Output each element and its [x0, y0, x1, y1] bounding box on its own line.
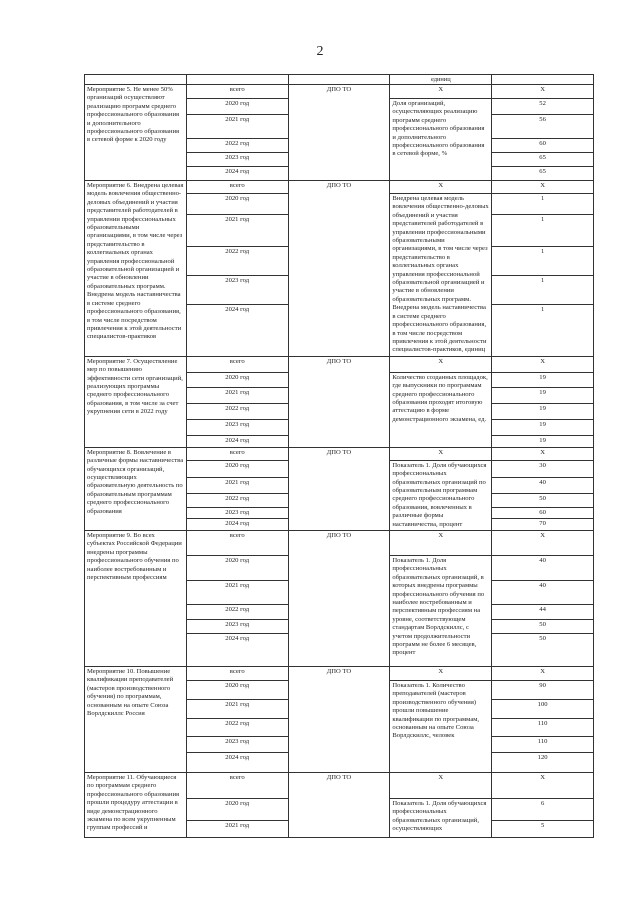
value-cell: 40: [492, 555, 594, 580]
value-cell: Х: [492, 666, 594, 680]
value-cell: 50: [492, 633, 594, 666]
activities-table: [84, 74, 594, 838]
year-cell: 2021 год: [186, 478, 288, 494]
indicator-description: Количество созданных площадок, где выпускники по программам среднего профессионального образования проходят итоговую аттестацию в форме демонстрационного экзамена, ед.: [390, 372, 492, 447]
year-cell: 2021 год: [186, 115, 288, 139]
indicator-header-cell: Х: [390, 530, 492, 555]
value-cell: Х: [492, 181, 594, 194]
year-cell: 2023 год: [186, 507, 288, 519]
continuation-text: единиц: [390, 75, 492, 85]
value-cell: Х: [492, 85, 594, 99]
value-cell: 19: [492, 372, 594, 387]
year-cell: всего: [186, 666, 288, 680]
value-cell: 110: [492, 736, 594, 752]
indicator-description: Доля организаций, осуществляющих реализацию программ среднего профессионального образования и дополнительного профессионального образования в сетевой форме, %: [390, 99, 492, 181]
year-cell: 2022 год: [186, 246, 288, 275]
value-cell: 60: [492, 507, 594, 519]
value-cell: Х: [492, 772, 594, 798]
indicator-description: Показатель 1. Доля обучающихся профессиональных образовательных организаций по образовательным программам среднего профессионального образования, вовлеченных в различные формы наставничества, процент: [390, 460, 492, 530]
indicator-header-cell: Х: [390, 666, 492, 680]
year-cell: 2020 год: [186, 680, 288, 699]
executor-cell: ДПО ТО: [288, 356, 390, 447]
empty-cell: [186, 75, 288, 85]
table-row: [85, 530, 594, 555]
empty-cell: [288, 75, 390, 85]
year-cell: 2021 год: [186, 387, 288, 403]
value-cell: 52: [492, 99, 594, 115]
executor-cell: ДПО ТО: [288, 181, 390, 357]
continuation-row: [85, 75, 594, 85]
value-cell: 19: [492, 435, 594, 447]
year-cell: 2022 год: [186, 494, 288, 507]
year-cell: 2022 год: [186, 718, 288, 736]
executor-cell: ДПО ТО: [288, 85, 390, 181]
value-cell: 1: [492, 214, 594, 246]
value-cell: 70: [492, 519, 594, 531]
indicator-header-cell: Х: [390, 85, 492, 99]
value-cell: 19: [492, 403, 594, 419]
value-cell: 65: [492, 153, 594, 167]
year-cell: 2023 год: [186, 419, 288, 435]
activity-description: Мероприятие 11. Обучающиеся по программам среднего профессионального образования прошли процедуру аттестации в виде демонстрационного экзамена по всем укрупненным группам профессий и: [85, 772, 187, 837]
activity-description: Мероприятие 8. Вовлечение в различные формы наставничества обучающихся организаций, осуществляющих образовательную деятельность по образовательным программам среднего профессионального образования: [85, 447, 187, 530]
value-cell: 44: [492, 604, 594, 619]
activity-description: Мероприятие 6. Внедрена целевая модель вовлечения общественно-деловых объединений и участия представителей работодателей в управлении профессиональных образовательными организациями, в том числе через представительство в коллегиальных органах управления профессиональной образовательной организацией и участие в обновлении образовательных программ. Внедрена модель наставничества в системе среднего профессионального образования, в том числе посредством привлечения к этой деятельности специалистов-практиков: [85, 181, 187, 357]
year-cell: 2020 год: [186, 798, 288, 820]
year-cell: всего: [186, 181, 288, 194]
indicator-header-cell: Х: [390, 356, 492, 372]
year-cell: всего: [186, 772, 288, 798]
page-number: 2: [316, 44, 324, 59]
value-cell: 56: [492, 115, 594, 139]
year-cell: 2020 год: [186, 555, 288, 580]
activity-description: Мероприятие 9. Во всех субъектах Российской Федерации внедрены программы профессионального обучения по наиболее востребованным и перспективным профессиям: [85, 530, 187, 666]
indicator-description: Показатель 1. Количество преподавателей (мастеров производственного обучения) прошли повышение квалификации по программам, основанным на опыте Союза Ворлдскиллс, человек: [390, 680, 492, 772]
year-cell: 2022 год: [186, 403, 288, 419]
value-cell: 5: [492, 820, 594, 837]
value-cell: 120: [492, 752, 594, 772]
year-cell: 2020 год: [186, 460, 288, 477]
year-cell: 2021 год: [186, 699, 288, 718]
table-row: [85, 181, 594, 194]
indicator-header-cell: Х: [390, 181, 492, 194]
value-cell: 50: [492, 619, 594, 633]
value-cell: 60: [492, 139, 594, 153]
table-row: [85, 666, 594, 680]
year-cell: 2024 год: [186, 633, 288, 666]
year-cell: 2020 год: [186, 99, 288, 115]
indicator-header-cell: Х: [390, 772, 492, 798]
value-cell: 40: [492, 478, 594, 494]
table-row: [85, 447, 594, 460]
activity-description: Мероприятие 7. Осуществление мер по повышению эффективности сети организаций, реализующих программы среднего профессионального образования, в том числе за счет укрупнения сети в 2022 году: [85, 356, 187, 447]
year-cell: 2023 год: [186, 736, 288, 752]
table-row: [85, 85, 594, 99]
empty-cell: [492, 75, 594, 85]
year-cell: 2021 год: [186, 580, 288, 604]
value-cell: Х: [492, 530, 594, 555]
executor-cell: ДПО ТО: [288, 447, 390, 530]
value-cell: 6: [492, 798, 594, 820]
value-cell: Х: [492, 356, 594, 372]
year-cell: 2022 год: [186, 604, 288, 619]
year-cell: 2020 год: [186, 372, 288, 387]
year-cell: 2024 год: [186, 519, 288, 531]
value-cell: 1: [492, 275, 594, 304]
value-cell: 110: [492, 718, 594, 736]
year-cell: 2023 год: [186, 619, 288, 633]
value-cell: 1: [492, 246, 594, 275]
year-cell: 2022 год: [186, 139, 288, 153]
value-cell: 100: [492, 699, 594, 718]
value-cell: 1: [492, 305, 594, 356]
value-cell: 65: [492, 167, 594, 181]
year-cell: 2024 год: [186, 435, 288, 447]
year-cell: всего: [186, 85, 288, 99]
executor-cell: ДПО ТО: [288, 666, 390, 772]
empty-cell: [85, 75, 187, 85]
year-cell: 2024 год: [186, 752, 288, 772]
indicator-description: Внедрена целевая модель вовлечения общественно-деловых объединений и участия представителей работодателей в управлении профессиональными образовательными организациями, в том числе через представительство в коллегиальных органах управления профессиональной образовательной организацией и участие в обновлении образовательных программ. Внедрена модель наставничества в системе среднего профессионального образования, в том числе посредством привлечения к этой деятельности специалистов-практиков, единиц: [390, 194, 492, 357]
year-cell: 2020 год: [186, 194, 288, 215]
indicator-header-cell: Х: [390, 447, 492, 460]
activity-description: Мероприятие 10. Повышение квалификации преподавателей (мастеров производственного обучения) по программам, основанным на опыте Союза Ворлдскиллс Россия: [85, 666, 187, 772]
year-cell: всего: [186, 530, 288, 555]
year-cell: всего: [186, 356, 288, 372]
year-cell: 2023 год: [186, 275, 288, 304]
table-row: [85, 356, 594, 372]
year-cell: 2024 год: [186, 305, 288, 356]
activity-description: Мероприятие 5. Не менее 50% организаций осуществляют реализацию программ среднего профессионального образования и дополнительного профессионального образования в сетевой форме к 2020 году: [85, 85, 187, 181]
executor-cell: ДПО ТО: [288, 772, 390, 837]
value-cell: 19: [492, 387, 594, 403]
value-cell: 30: [492, 460, 594, 477]
year-cell: 2024 год: [186, 167, 288, 181]
year-cell: 2021 год: [186, 820, 288, 837]
executor-cell: ДПО ТО: [288, 530, 390, 666]
indicator-description: Показатель 1. Доля обучающихся профессиональных образовательных организаций, осуществляющих: [390, 798, 492, 837]
year-cell: всего: [186, 447, 288, 460]
value-cell: 1: [492, 194, 594, 215]
table-row: [85, 772, 594, 798]
value-cell: 50: [492, 494, 594, 507]
year-cell: 2021 год: [186, 214, 288, 246]
value-cell: 90: [492, 680, 594, 699]
indicator-description: Показатель 1. Доля профессиональных образовательных организаций, в которых внедрены программы профессионального обучения по наиболее востребованным и перспективным профессиям на уровне, соответствующем стандартам Ворлдскиллс, с учетом продолжительности программ не более 6 месяцев, процент: [390, 555, 492, 666]
value-cell: 40: [492, 580, 594, 604]
year-cell: 2023 год: [186, 153, 288, 167]
value-cell: 19: [492, 419, 594, 435]
value-cell: Х: [492, 447, 594, 460]
